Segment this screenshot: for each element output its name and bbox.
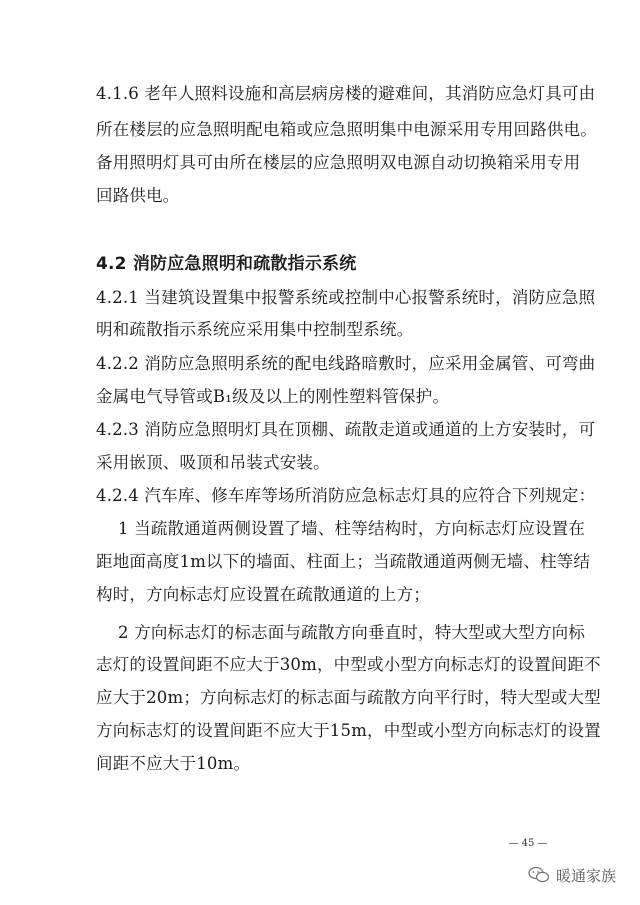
watermark bbox=[528, 864, 616, 886]
list-item-2: 2 方向标志灯的标志面与疏散方向垂直时，特大型或大型方向标 bbox=[118, 623, 586, 642]
text-line: 回路供电。 bbox=[96, 186, 180, 205]
text-line: 备用照明灯具可由所在楼层的应急照明双电源自动切换箱采用专用 bbox=[96, 153, 581, 172]
text-line: 4.2.4 汽车库、修车库等场所消防应急标志灯具的应符合下列规定： bbox=[96, 486, 596, 505]
wechat-icon bbox=[528, 866, 550, 884]
watermark-text: 暖通家族 bbox=[556, 866, 617, 885]
page-number: — 45 — bbox=[508, 838, 548, 849]
text-line: 所在楼层的应急照明配电箱或应急照明集中电源采用专用回路供电。 bbox=[96, 120, 597, 139]
list-item-1: 1 当疏散通道两侧设置了墙、柱等结构时，方向标志灯应设置在 bbox=[118, 519, 586, 538]
text-line: 间距不应大于10m。 bbox=[96, 754, 251, 773]
section-heading: 4.2 消防应急照明和疏散指示系统 bbox=[96, 254, 357, 274]
text-line: 4.1.6 老年人照料设施和高层病房楼的避难间，其消防应急灯具可由 bbox=[96, 84, 596, 103]
text-line: 4.2.3 消防应急照明灯具在顶棚、疏散走道或通道的上方安装时，可 bbox=[96, 420, 596, 439]
text-line: 金属电气导管或B₁级及以上的刚性塑料管保护。 bbox=[96, 387, 450, 406]
text-line: 采用嵌顶、吸顶和吊装式安装。 bbox=[96, 453, 330, 472]
text-line: 距地面高度1m以下的墙面、柱面上；当疏散通道两侧无墙、柱等结 bbox=[96, 552, 591, 571]
text-line: 应大于20m；方向标志灯的标志面与疏散方向平行时，特大型或大型 bbox=[96, 688, 601, 707]
text-line: 构时，方向标志灯应设置在疏散通道的上方； bbox=[96, 585, 430, 604]
text-line: 方向标志灯的设置间距不应大于15m，中型或小型方向标志灯的设置 bbox=[96, 721, 601, 740]
text-line: 志灯的设置间距不应大于30m，中型或小型方向标志灯的设置间距不 bbox=[96, 655, 601, 674]
text-line: 明和疏散指示系统应采用集中控制型系统。 bbox=[96, 320, 414, 339]
text-line: 4.2.2 消防应急照明系统的配电线路暗敷时，应采用金属管、可弯曲 bbox=[96, 354, 596, 373]
text-line: 4.2.1 当建筑设置集中报警系统或控制中心报警系统时，消防应急照 bbox=[96, 288, 596, 307]
